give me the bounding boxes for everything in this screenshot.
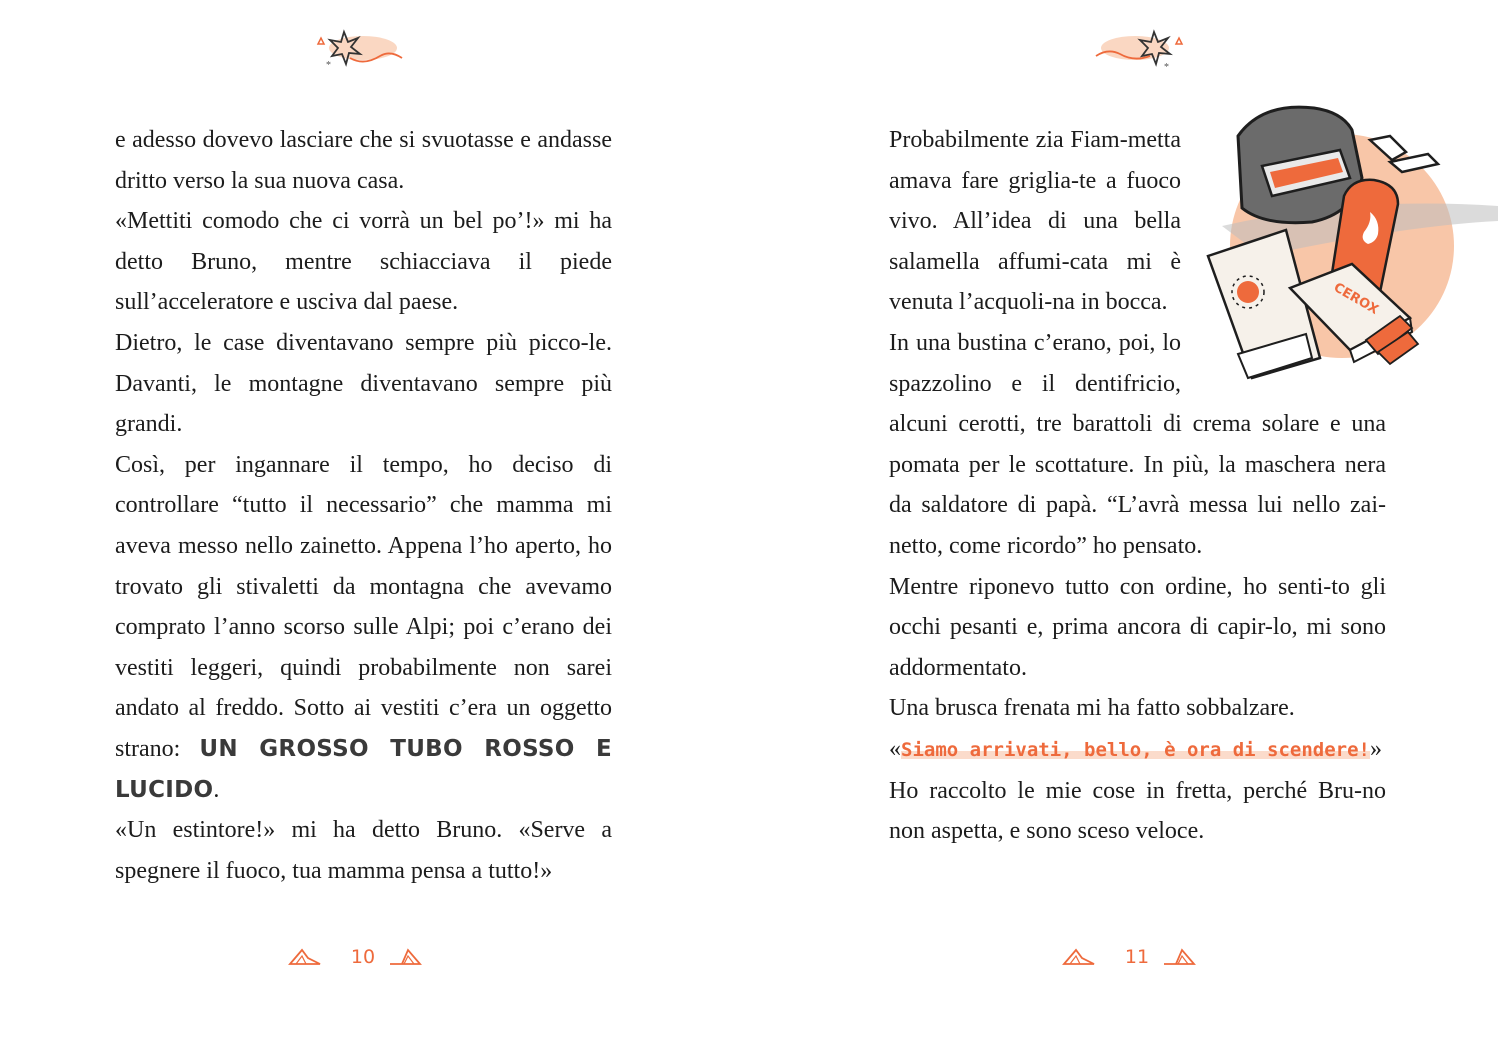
- text-run: «Mettiti comodo che ci vorrà un bel po’!» mi ha detto Bruno, mentre schiacciava il piede sull’acceleratore e usciva dal paese.: [115, 208, 612, 316]
- right-page: [750, 0, 1500, 1037]
- paragraph: [115, 120, 612, 201]
- speech-highlight-text: Siamo arrivati, bello, è ora di scendere!: [901, 738, 1370, 761]
- page-number-folio: [288, 938, 438, 978]
- paragraph: [115, 810, 612, 891]
- paragraph: [115, 201, 612, 323]
- text-run: Una brusca frenata mi ha fatto sobbalzare.: [889, 695, 1295, 722]
- page-number-folio: [1062, 938, 1212, 978]
- text-run: «: [889, 735, 901, 762]
- star-ornament-icon: [308, 26, 408, 74]
- page-number: 10: [350, 946, 376, 968]
- ornament-right-icon: [388, 942, 422, 972]
- text-run: Ho raccolto le mie cose in fretta, perché Bru-no non aspetta, e sono sceso veloce.: [889, 777, 1386, 845]
- text-run: e adesso dovevo lasciare che si svuotasse e andasse dritto verso la sua nuova casa.: [115, 127, 612, 194]
- paragraph: [889, 688, 1386, 729]
- ornament-right-icon: [1162, 942, 1196, 972]
- paragraph: [115, 445, 612, 810]
- paragraph: [889, 729, 1386, 771]
- left-page-text: [115, 120, 612, 891]
- emphasis-caps-text: UN GROSSO TUBO ROSSO E LUCIDO: [115, 735, 612, 803]
- illustration-wrap-spacer: [1181, 120, 1386, 402]
- text-run: Probabilmente zia Fiam-metta amava fare griglia-te a fuoco vivo. All’idea di una bella salamella affumi-cata mi è venuta l’acquoli-na in bocca.: [889, 127, 1181, 316]
- paragraph: [889, 567, 1386, 689]
- paragraph: [889, 771, 1386, 852]
- text-run: .: [213, 776, 220, 803]
- svg-text:*: *: [326, 60, 331, 71]
- right-page-text: [889, 120, 1386, 852]
- plaster-box-label: CEROX: [1330, 280, 1381, 318]
- text-run: In una bustina c’erano, poi, lo spazzolino e il dentifricio, alcuni cerotti, tre barattoli di crema solare e una pomata per le scottature. In più, la maschera nera da saldatore di papà. “L’avrà messa lui nello zai-netto, come ricordo” ho pensato.: [889, 329, 1386, 559]
- page-number: 11: [1124, 946, 1150, 968]
- text-run: »: [1370, 735, 1382, 762]
- star-ornament-icon: [1090, 26, 1190, 74]
- text-run: Dietro, le case diventavano sempre più picco-le. Davanti, le montagne diventavano sempre più grandi.: [115, 329, 612, 438]
- svg-text:*: *: [1164, 62, 1169, 73]
- text-run: Così, per ingannare il tempo, ho deciso di controllare “tutto il necessario” che mamma mi aveva messo nello zainetto. Appena l’ho aperto, ho trovato gli stivaletti da montagna che avevamo comprato l’anno scorso sulle Alpi; poi c’erano dei vestiti leggeri, quindi probabilmente non sarei andato al freddo. Sotto ai vestiti c’era un oggetto strano:: [115, 451, 612, 762]
- paragraph: [115, 323, 612, 445]
- text-run: Mentre riponevo tutto con ordine, ho senti-to gli occhi pesanti e, prima ancora di capir-lo, mi sono addormentato.: [889, 573, 1386, 681]
- text-run: «Un estintore!» mi ha detto Bruno. «Serve a spegnere il fuoco, tua mamma pensa a tutto!»: [115, 817, 612, 884]
